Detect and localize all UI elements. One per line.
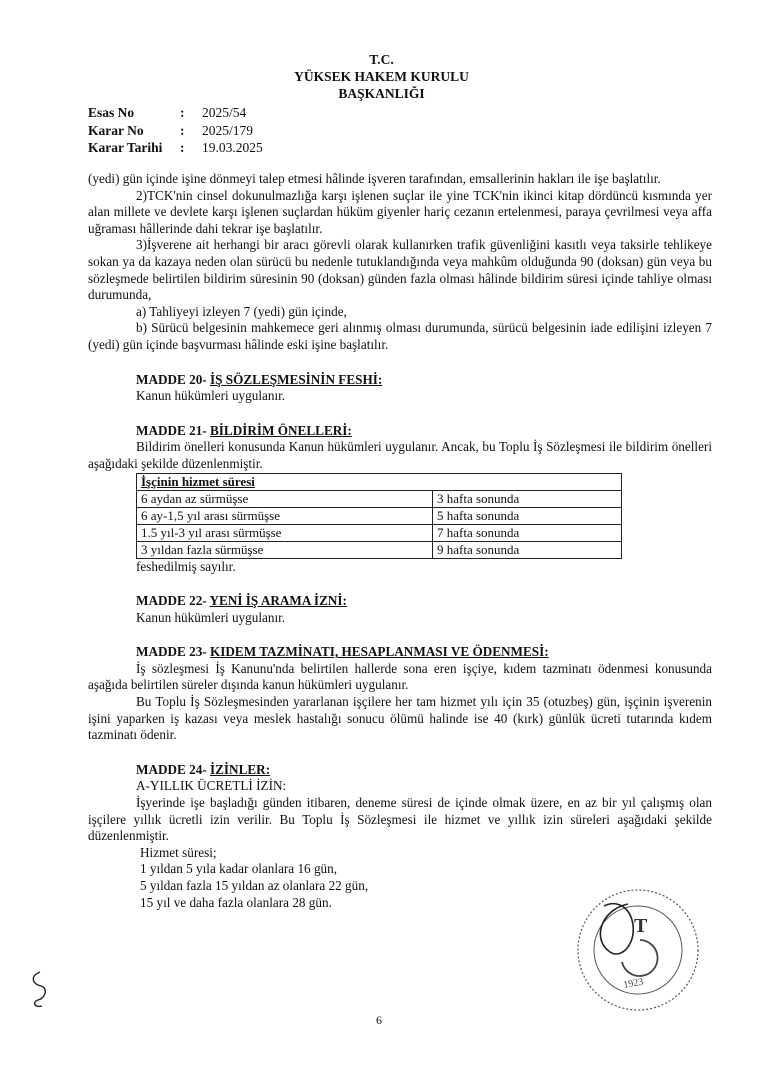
article-title: İŞ SÖZLEŞMESİNİN FESHİ:: [210, 371, 383, 387]
table-header-row: [137, 473, 622, 490]
subheading: A-YILLIK ÜCRETLİ İZİN:: [136, 778, 287, 794]
article-number: MADDE 24-: [136, 761, 207, 777]
esas-row: [88, 104, 263, 122]
tarih-value: 19.03.2025: [202, 140, 263, 155]
article-number: MADDE 23-: [136, 644, 207, 660]
colon: :: [180, 122, 185, 138]
paragraph: 2)TCK'nin cinsel dokunulmazlığa karşı işlenen suçlar ile yine TCK'nin ikinci kitap dördüncü kısmında yer alan millete ve devlete karşı işlenen suçlardan hüküm giyenler hariç cezanın ertelenmesi, paraya çevrilmesi veya affa uğraması hâllerinde dahi tekrar işe başlatılır.: [88, 187, 712, 236]
article-title: BİLDİRİM ÖNELLERİ:: [210, 422, 352, 438]
handwritten-initial-icon: [26, 968, 54, 1012]
article-heading: [88, 593, 712, 610]
paragraph: Bildirim önelleri konusunda Kanun hükümleri uygulanır. Ancak, bu Toplu İş Sözleşmesi ile bildirim önelleri aşağıdaki şekilde düzenlenmiştir.: [88, 439, 712, 471]
paragraph: 3)İşverene ait herhangi bir aracı görevli olarak kullanırken trafik güvenliğini kasıtlı veya taksirle tehlikeye sokan ya da kazaya neden olan sürücü bu nedenle tutuklandığında veya mahkûm olduğunda 90 (doksan) gün veya bu sözleşmede belirtilen bildirim süresinin 90 (doksan) günden fazla olması hâlinde bildirim süresi içinde tahliye olması durumunda,: [88, 237, 712, 303]
table-cell-notice: 5 hafta sonunda: [433, 507, 622, 524]
table-cell-period: 3 yıldan fazla sürmüşse: [137, 541, 433, 558]
header-presidency: BAŞKANLIĞI: [338, 86, 425, 101]
table-cell-period: 1.5 yıl-3 yıl arası sürmüşse: [137, 524, 433, 541]
table-row: [137, 490, 622, 507]
table-cell-period: 6 aydan az sürmüşse: [137, 490, 433, 507]
list-item: 15 yıl ve daha fazla olanlara 28 gün.: [140, 894, 332, 910]
esas-value: 2025/54: [202, 105, 247, 120]
article-title: KIDEM TAZMİNATI, HESAPLANMASI VE ÖDENMESİ:: [210, 644, 549, 660]
colon: :: [180, 140, 185, 155]
article-heading: [88, 372, 712, 389]
colon: :: [180, 105, 185, 120]
article-title: YENİ İŞ ARAMA İZNİ:: [209, 593, 347, 609]
table-row: [137, 524, 622, 541]
table-cell-notice: 9 hafta sonunda: [433, 541, 622, 558]
paragraph: Kanun hükümleri uygulanır.: [136, 609, 286, 625]
article-heading: [88, 762, 712, 779]
paragraph: feshedilmiş sayılır.: [136, 558, 236, 574]
header-institution: YÜKSEK HAKEM KURULU: [294, 69, 469, 84]
table-cell-notice: 3 hafta sonunda: [433, 490, 622, 507]
paragraph: İşyerinde işe başladığı günden itibaren, deneme süresi de içinde olmak üzere, en az bir yıl çalışmış olan işçilere yıllık ücretli izin verilir. Bu Toplu İş Sözleşmesi ile hizmet ve yıllık izin süreleri aşağıdaki şekilde düzenlenmiştir.: [88, 795, 712, 844]
table-cell-notice: 7 hafta sonunda: [433, 524, 622, 541]
paragraph: b) Sürücü belgesinin mahkemece geri alınmış olması durumunda, sürücü belgesinin iade edilişini izleyen 7 (yedi) gün içinde başvurması hâlinde eski işine başlatılır.: [88, 320, 712, 352]
document-body: [88, 171, 712, 911]
karar-row: [88, 122, 263, 140]
article-heading: [88, 644, 712, 661]
karar-label: Karar No: [88, 122, 144, 138]
paragraph: Bu Toplu İş Sözleşmesinden yararlanan işçilere her tam hizmet yılı için 35 (otuzbeş) gün, işçinin işverenin işini yaparken iş kazası veya meslek hastalığı sonucu ölümü halinde ise 40 (kırk) günlük ücreti tutarında kıdem tazminatı ödenir.: [88, 694, 712, 743]
list-item: Hizmet süresi;: [140, 844, 217, 860]
paragraph: İş sözleşmesi İş Kanunu'nda belirtilen hallerde sona eren işçiye, kıdem tazminatı ödenmesi konusunda aşağıda belirtilen süreler dışında kanun hükümleri uygulanır.: [88, 660, 712, 693]
tarih-label: Karar Tarihi: [88, 140, 163, 155]
table-row: [137, 507, 622, 524]
list-item: 5 yıldan fazla 15 yıldan az olanlara 22 gün,: [140, 878, 369, 893]
official-seal-icon: [560, 870, 710, 1020]
stamp-letter: T: [634, 915, 648, 937]
paragraph: Kanun hükümleri uygulanır.: [136, 388, 286, 404]
paragraph: (yedi) gün içinde işine dönmeyi talep etmesi hâlinde işveren tarafından, emsallerinin hakları ile işe başlatılır.: [88, 171, 661, 186]
karar-value: 2025/179: [202, 122, 254, 138]
article-heading: [88, 423, 712, 440]
article-number: MADDE 22-: [136, 593, 207, 609]
article-number: MADDE 20-: [136, 371, 207, 387]
page-number: 6: [376, 1013, 382, 1027]
notice-period-table: [136, 473, 622, 559]
article-title: İZİNLER:: [210, 761, 271, 777]
article-number: MADDE 21-: [136, 422, 207, 438]
table-header: İşçinin hizmet süresi: [137, 473, 622, 490]
header-tc: T.C.: [369, 52, 394, 67]
case-meta: [88, 104, 263, 157]
stamp-year: 1923: [622, 976, 645, 991]
table-cell-period: 6 ay-1,5 yıl arası sürmüşse: [137, 507, 433, 524]
paragraph: a) Tahliyeyi izleyen 7 (yedi) gün içinde,: [136, 303, 347, 319]
table-row: [137, 541, 622, 558]
tarih-row: [88, 139, 263, 157]
esas-label: Esas No: [88, 105, 135, 120]
list-item: 1 yıldan 5 yıla kadar olanlara 16 gün,: [140, 861, 338, 877]
